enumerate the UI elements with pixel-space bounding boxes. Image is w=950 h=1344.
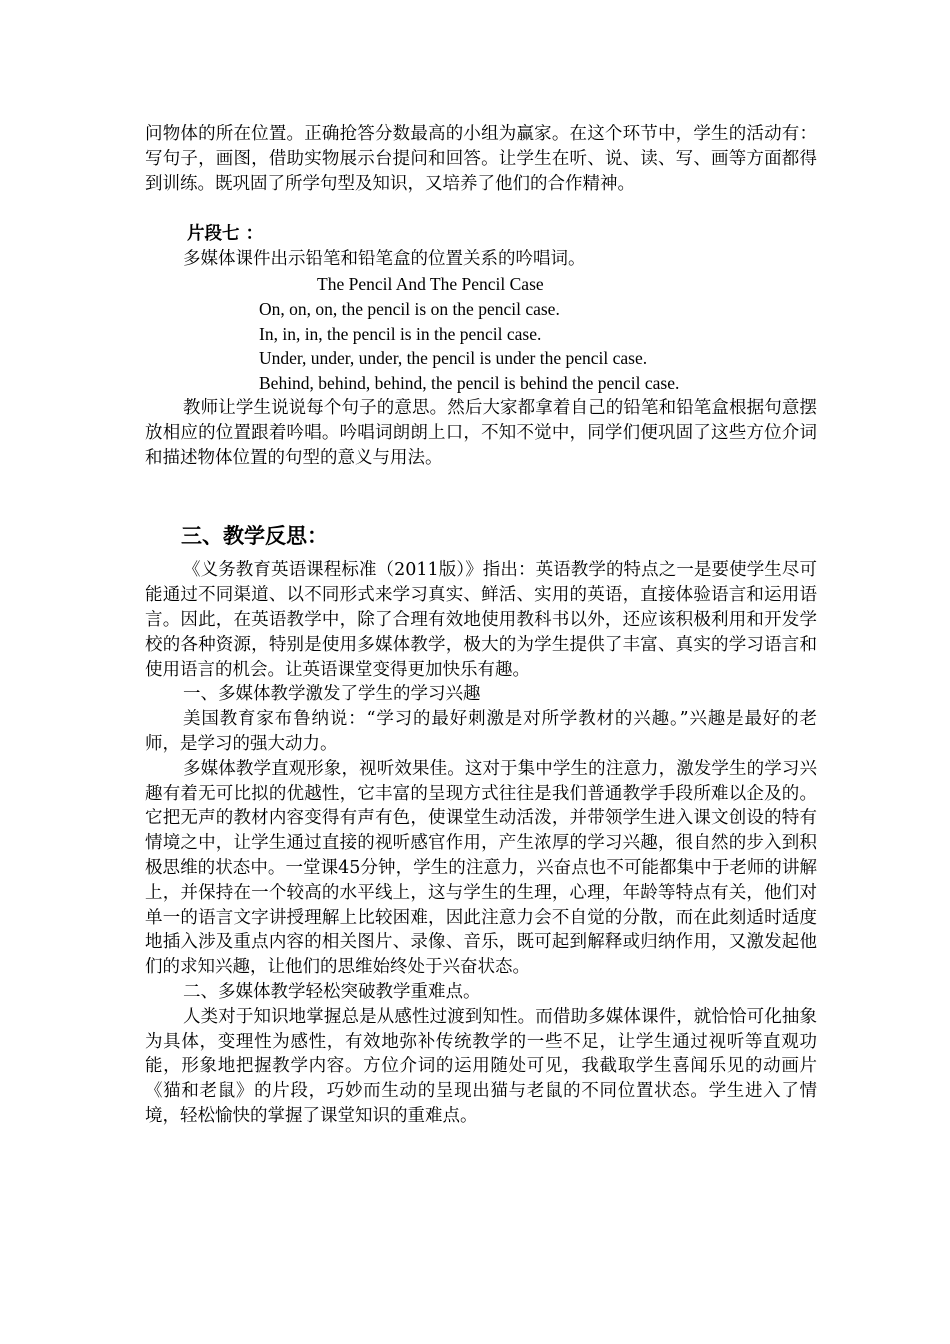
reflection-subheading-2: 二、多媒体教学轻松突破教学重难点。 [183, 981, 481, 1002]
document-page [145, 122, 817, 1129]
chant-line-on: On, on, on, the pencil is on the pencil case. [259, 298, 560, 319]
reflection-paragraph-1: 《义务教育英语课程标准（2011版）》指出：英语教学的特点之一是要使学生尽可能通过不同渠道、以不同形式来学习真实、鲜活、实用的英语，直接体验语言和运用语言。因此，在英语教学中，除了合理有效地使用教科书以外，还应该积极利用和开发学校的各种资源，特别是使用多媒体教学，极大的为学生提供了丰富、真实的学习语言和使用语言的机会。让英语课堂变得更加快乐有趣。 [145, 560, 817, 680]
chant-line-in: In, in, in, the pencil is in the pencil case. [259, 323, 542, 344]
segment-intro: 多媒体课件出示铅笔和铅笔盒的位置关系的吟唱词。 [183, 249, 586, 270]
spacer [145, 196, 817, 222]
chant-line-behind: Behind, behind, behind, the pencil is behind the pencil case. [259, 373, 680, 394]
spacer [145, 470, 817, 522]
reflection-paragraph-3: 多媒体教学直观形象，视听效果佳。这对于集中学生的注意力，激发学生的学习兴趣有着无可比拟的优越性，它丰富的呈现方式往往是我们普通教学手段所难以企及的。它把无声的教材内容变得有声有色，使课堂生动活泼，并带领学生进入课文创设的特有情境之中，让学生通过直接的视听感官作用，产生浓厚的学习兴趣，很自然的步入到积极思维的状态中。一堂课45分钟，学生的注意力，兴奋点也不可能都集中于老师的讲解上，并保持在一个较高的水平线上，这与学生的生理，心理，年龄等特点有关，他们对单一的语言文字讲授理解上比较困难，因此注意力会不自觉的分散，而在此刻适时适度地插入涉及重点内容的相关图片、录像、音乐，既可起到解释或归纳作用，又激发起他们的求知兴趣，让他们的思维始终处于兴奋状态。 [145, 758, 817, 978]
reflection-subheading-1: 一、多媒体教学激发了学生的学习兴趣 [183, 684, 481, 705]
section-heading: 三、教学反思： [181, 524, 328, 549]
chant-title: The Pencil And The Pencil Case [317, 273, 544, 294]
intro-paragraph: 问物体的所在位置。正确抢答分数最高的小组为赢家。在这个环节中，学生的活动有：写句子，画图，借助实物展示台提问和回答。让学生在听、说、读、写、画等方面都得到训练。既巩固了所学句型及知识，又培养了他们的合作精神。 [145, 124, 817, 194]
reflection-paragraph-4: 人类对于知识地掌握总是从感性过渡到知性。而借助多媒体课件，就恰恰可化抽象为具体，变理性为感性，有效地弥补传统教学的一些不足，让学生通过视听等直观功能，形象地把握教学内容。方位介词的运用随处可见，我截取学生喜闻乐见的动画片《猫和老鼠》的片段，巧妙而生动的呈现出猫与老鼠的不同位置状态。学生进入了情境，轻松愉快的掌握了课堂知识的重难点。 [145, 1006, 817, 1126]
segment-followup: 教师让学生说说每个句子的意思。然后大家都拿着自己的铅笔和铅笔盒根据句意摆放相应的位置跟着吟唱。吟唱词朗朗上口，不知不觉中，同学们便巩固了这些方位介词和描述物体位置的句型的意义与用法。 [145, 397, 817, 468]
segment-label: 片段七 ： [187, 224, 264, 245]
reflection-paragraph-2: 美国教育家布鲁纳说：“学习的最好刺激是对所学教材的兴趣。”兴趣是最好的老师，是学习的强大动力。 [145, 709, 817, 754]
chant-line-under: Under, under, under, the pencil is under the pencil case. [259, 348, 648, 369]
